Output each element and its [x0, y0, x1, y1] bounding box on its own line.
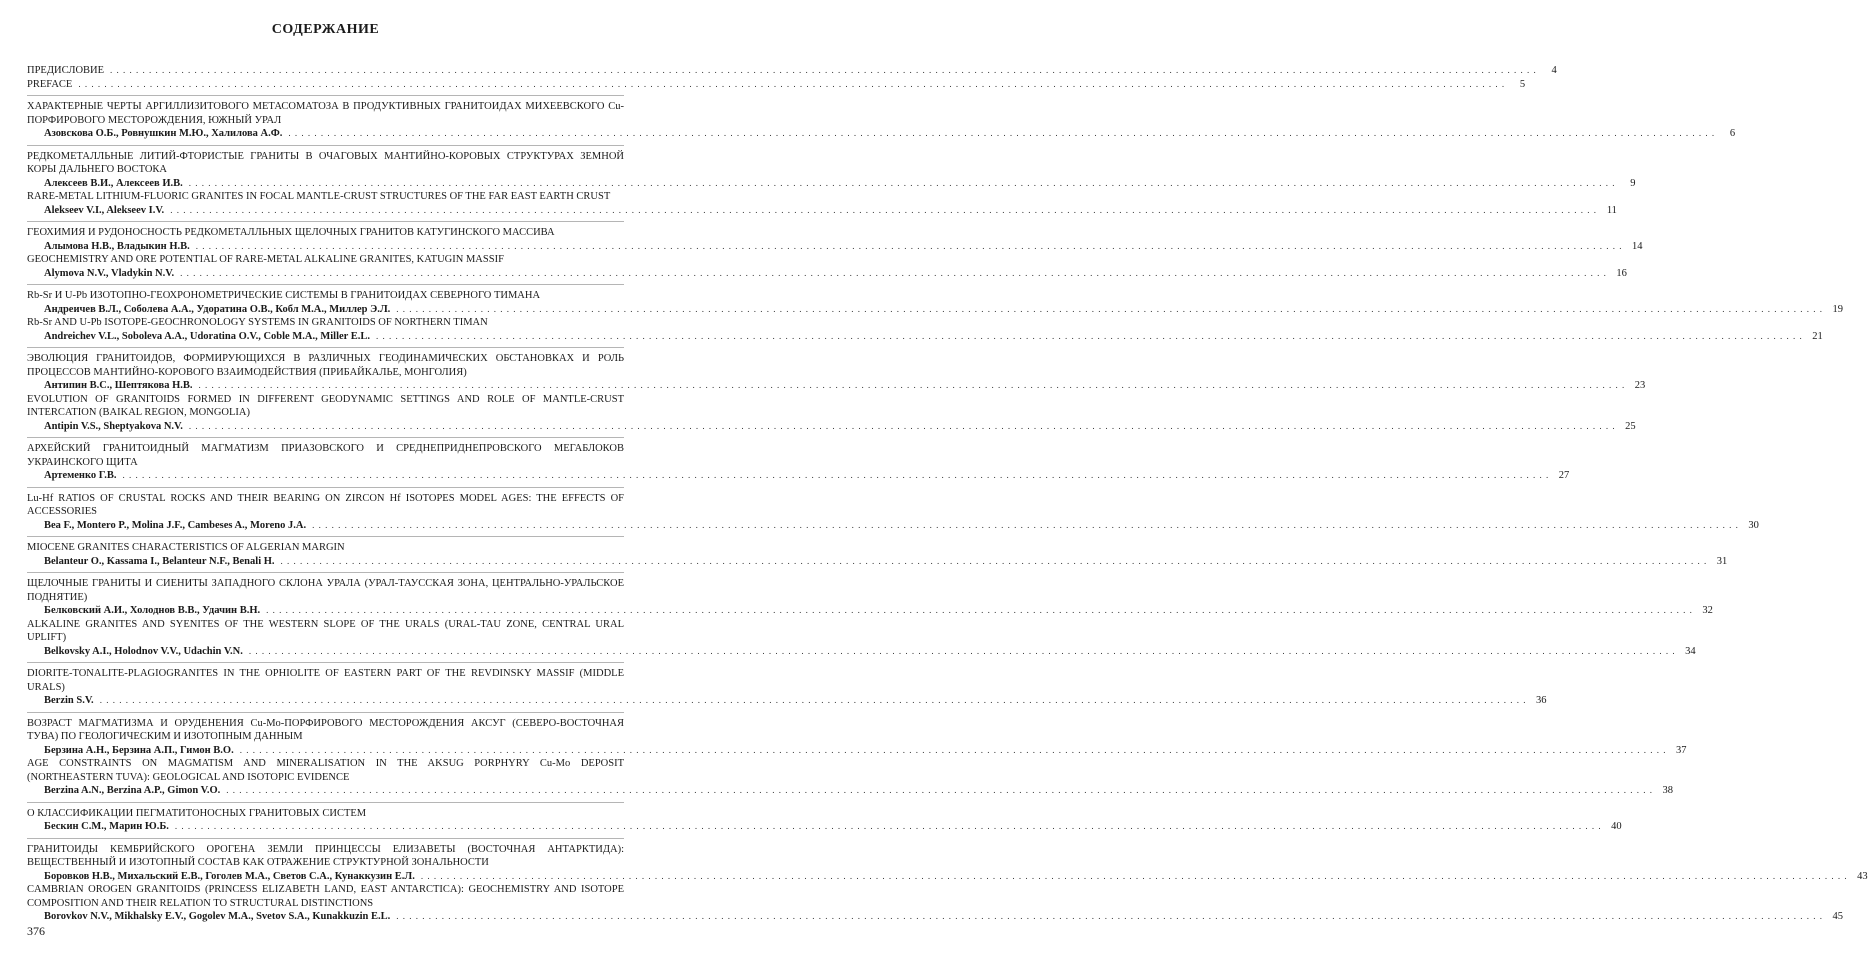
- entry-title: RARE-METAL LITHIUM-FLUORIC GRANITES IN FOCAL MANTLE-CRUST STRUCTURES OF THE FAR EAST EARTH CRUST: [27, 191, 611, 202]
- toc-entry[interactable]: [27, 393, 1636, 434]
- entry-title: ГРАНИТОИДЫ КЕМБРИЙСКОГО ОРОГЕНА ЗЕМЛИ ПРИНЦЕССЫ ЕЛИЗАВЕТЫ (ВОСТОЧНАЯ АНТАРКТИДА): ВЕЩЕСТВЕННЫЙ И ИЗОТОПНЫЙ СОСТАВ КАК ОТРАЖЕНИЕ СТРУКТУРНОЙ ЗОНАЛЬНОСТИ: [27, 843, 624, 868]
- entry-title: ВОЗРАСТ МАГМАТИЗМА И ОРУДЕНЕНИЯ Cu-Mo-ПОРФИРОВОГО МЕСТОРОЖДЕНИЯ АКСУГ (СЕВЕРО-ВОСТОЧНАЯ ТУВА) ПО ГЕОЛОГИЧЕСКИМ И ИЗОТОПНЫМ ДАННЫМ: [27, 717, 624, 742]
- entry-authors: Антипин В.С., Шептякова Н.В.: [44, 380, 193, 391]
- entry-leader-row: [27, 204, 1617, 218]
- entry-leader-row: [27, 303, 1844, 317]
- toc-section: [27, 145, 1636, 218]
- entry-authors: Bea F., Montero P., Molina J.F., Cambeses A., Moreno J.A.: [44, 519, 307, 531]
- toc-section: [27, 802, 1622, 834]
- entry-title: DIORITE-TONALITE-PLAGIOGRANITES IN THE OPHIOLITE OF EASTERN PART OF THE REVDINSKY MASSIF (MIDDLE URALS): [27, 668, 624, 693]
- toc-entry[interactable]: [27, 883, 1844, 924]
- entry-page-number: 43: [1857, 870, 1868, 882]
- dot-leader: . . . . . . . . . . . . . . . . . . . . . . . . . . . . . . . . . . . . . . . . . . . . . . . . . . . . . . . . . . . . . . . . . . . . . . . . . . . . . . . . . . . . . . . . . . . . . . . . . . . . . . . . . . . . . . . . . . . . . . . . . . . . . . . . . . . . . . . . . . . . . . . . . . . . . . . . . . . . . . . . . . . . . . . . . . . . . . . . . . . . . . . . . . . . . . . . . . . . . . . . . . . . . . . . . . . . . . . . . . . .: [174, 821, 1602, 831]
- toc-entry[interactable]: [27, 100, 1736, 141]
- entry-authors: Азовскова О.Б., Ровнушкин М.Ю., Халилова А.Ф.: [44, 128, 283, 139]
- toc-entry[interactable]: [27, 577, 1713, 618]
- entry-authors: Alymova N.V., Vladykin N.V.: [44, 267, 175, 279]
- entry-title: GEOCHEMISTRY AND ORE POTENTIAL OF RARE-METAL ALKALINE GRANITES, KATUGIN MASSIF: [27, 254, 504, 265]
- entry-page-number: 14: [1632, 240, 1643, 252]
- entry-title: ГЕОХИМИЯ И РУДОНОСНОСТЬ РЕДКОМЕТАЛЛЬНЫХ ЩЕЛОЧНЫХ ГРАНИТОВ КАТУГИНСКОГО МАССИВА: [27, 227, 555, 238]
- entry-authors: Белковский А.И., Холоднов В.В., Удачин В.Н.: [44, 605, 261, 616]
- dot-leader: . . . . . . . . . . . . . . . . . . . . . . . . . . . . . . . . . . . . . . . . . . . . . . . . . . . . . . . . . . . . . . . . . . . . . . . . . . . . . . . . . . . . . . . . . . . . . . . . . . . . . . . . . . . . . . . . . . . . . . . . . . . . . . . . . . . . . . . . . . . . . . . . . . . . . . . . . . . . . . . . . . . . . . . . . . . . . . . . . . . . . . . . . . . . . . . . . . . . . . . . . . . . . . . . . . . . . . . . . . . .: [180, 267, 1607, 278]
- dot-leader: . . . . . . . . . . . . . . . . . . . . . . . . . . . . . . . . . . . . . . . . . . . . . . . . . . . . . . . . . . . . . . . . . . . . . . . . . . . . . . . . . . . . . . . . . . . . . . . . . . . . . . . . . . . . . . . . . . . . . . . . . . . . . . . . . . . . . . . . . . . . . . . . . . . . . . . . . . . . . . . . . . . . . . . . . . . . . . . . . . . . . . . . . . . . . . . . . . . . . . . . . . . . . . . . . . . . . . . . . . . .: [99, 695, 1527, 705]
- entry-leader-row: [27, 555, 1728, 569]
- entry-leader-row: [27, 870, 1868, 884]
- toc-entry[interactable]: [27, 717, 1687, 758]
- entry-title: ALKALINE GRANITES AND SYENITES OF THE WESTERN SLOPE OF THE URALS (URAL-TAU ZONE, CENTRAL URAL UPLIFT): [27, 618, 624, 643]
- entry-authors: Belanteur O., Kassama I., Belanteur N.F., Benali H.: [44, 555, 275, 567]
- entry-page-number: 37: [1675, 744, 1687, 756]
- toc-section: [27, 95, 1736, 141]
- entry-title: ПРЕДИСЛОВИЕ: [27, 65, 105, 76]
- dot-leader: . . . . . . . . . . . . . . . . . . . . . . . . . . . . . . . . . . . . . . . . . . . . . . . . . . . . . . . . . . . . . . . . . . . . . . . . . . . . . . . . . . . . . . . . . . . . . . . . . . . . . . . . . . . . . . . . . . . . . . . . . . . . . . . . . . . . . . . . . . . . . . . . . . . . . . . . . . . . . . . . . . . . . . . . . . . . . . . . . . . . . . . . . . . . . . . . . . . . . . . . . . . . . . . . . . . . . . . . . . . .: [280, 555, 1708, 566]
- entry-authors: Алымова Н.В., Владыкин Н.В.: [44, 240, 190, 252]
- entry-title: АРХЕЙСКИЙ ГРАНИТОИДНЫЙ МАГМАТИЗМ ПРИАЗОВСКОГО И СРЕДНЕПРИДНЕПРОВСКОГО МЕГАБЛОКОВ УКРАИНСКОГО ЩИТА: [27, 443, 624, 468]
- page-number: 376: [27, 924, 45, 938]
- entry-page-number: 40: [1611, 821, 1622, 832]
- dot-leader: . . . . . . . . . . . . . . . . . . . . . . . . . . . . . . . . . . . . . . . . . . . . . . . . . . . . . . . . . . . . . . . . . . . . . . . . . . . . . . . . . . . . . . . . . . . . . . . . . . . . . . . . . . . . . . . . . . . . . . . . . . . . . . . . . . . . . . . . . . . . . . . . . . . . . . . . . . . . . . . . . . . . . . . . . . . . . . . . . . . . . . . . . . . . . . . . . . . . . . . . . . . . . . . . . . . . . . . . . . . .: [396, 303, 1824, 314]
- entry-authors: Berzin S.V.: [44, 695, 94, 706]
- dot-leader: . . . . . . . . . . . . . . . . . . . . . . . . . . . . . . . . . . . . . . . . . . . . . . . . . . . . . . . . . . . . . . . . . . . . . . . . . . . . . . . . . . . . . . . . . . . . . . . . . . . . . . . . . . . . . . . . . . . . . . . . . . . . . . . . . . . . . . . . . . . . . . . . . . . . . . . . . . . . . . . . . . . . . . . . . . . . . . . . . . . . . . . . . . . . . . . . . . . . . . . . . . . . . . . . . . . . . . . . . . . .: [420, 870, 1848, 881]
- entry-title: ЩЕЛОЧНЫЕ ГРАНИТЫ И СИЕНИТЫ ЗАПАДНОГО СКЛОНА УРАЛА (УРАЛ-ТАУССКАЯ ЗОНА, ЦЕНТРАЛЬНО-УРАЛЬСКОЕ ПОДНЯТИЕ): [27, 578, 624, 603]
- entry-leader-row: [27, 694, 1547, 708]
- entry-page-number: 16: [1616, 267, 1627, 279]
- entry-authors: Алексеев В.И., Алексеев И.В.: [44, 177, 183, 189]
- entry-authors: Andreichev V.L., Soboleva A.A., Udoratina O.V., Coble M.A., Miller E.L.: [44, 330, 371, 342]
- toc-entry[interactable]: [27, 316, 1823, 343]
- entry-authors: Berzina A.N., Berzina A.P., Gimon V.O.: [44, 785, 221, 796]
- toc-entry[interactable]: [27, 807, 1622, 834]
- entry-authors: Бескин С.М., Марин Ю.Б.: [44, 821, 169, 832]
- table-of-contents: [27, 64, 1868, 924]
- entry-leader-row: [27, 784, 1674, 798]
- toc-entry[interactable]: [27, 541, 1728, 568]
- entry-authors: Antipin V.S., Sheptyakova N.V.: [44, 420, 183, 432]
- entry-leader-row: [27, 78, 1526, 92]
- entry-page-number: 21: [1812, 330, 1823, 342]
- entry-authors: Андреичев В.Л., Соболева А.А., Удоратина О.В., Кобл М.А., Миллер Э.Л.: [44, 303, 391, 315]
- dot-leader: . . . . . . . . . . . . . . . . . . . . . . . . . . . . . . . . . . . . . . . . . . . . . . . . . . . . . . . . . . . . . . . . . . . . . . . . . . . . . . . . . . . . . . . . . . . . . . . . . . . . . . . . . . . . . . . . . . . . . . . . . . . . . . . . . . . . . . . . . . . . . . . . . . . . . . . . . . . . . . . . . . . . . . . . . . . . . . . . . . . . . . . . . . . . . . . . . . . . . . . . . . . . . . . . . . . . . . . . . . . .: [78, 78, 1506, 89]
- toc-entry[interactable]: [27, 352, 1646, 393]
- entry-authors: Borovkov N.V., Mikhalsky E.V., Gogolev M.A., Svetov S.A., Kunakkuzin E.L.: [44, 911, 391, 922]
- entry-title: AGE CONSTRAINTS ON MAGMATISM AND MINERALISATION IN THE AKSUG PORPHYRY Cu-Mo DEPOSIT (NORTHEASTERN TUVA): GEOLOGICAL AND ISOTOPIC EVIDENCE: [27, 758, 624, 783]
- entry-page-number: 19: [1832, 303, 1844, 315]
- dot-leader: . . . . . . . . . . . . . . . . . . . . . . . . . . . . . . . . . . . . . . . . . . . . . . . . . . . . . . . . . . . . . . . . . . . . . . . . . . . . . . . . . . . . . . . . . . . . . . . . . . . . . . . . . . . . . . . . . . . . . . . . . . . . . . . . . . . . . . . . . . . . . . . . . . . . . . . . . . . . . . . . . . . . . . . . . . . . . . . . . . . . . . . . . . . . . . . . . . . . . . . . . . . . . . . . . . . . . . . . . . . .: [170, 204, 1597, 215]
- entry-page-number: 5: [1519, 78, 1526, 90]
- entry-authors: Belkovsky A.I., Holodnov V.V., Udachin V.N.: [44, 645, 243, 657]
- entry-title: Lu-Hf RATIOS OF CRUSTAL ROCKS AND THEIR BEARING ON ZIRCON Hf ISOTOPES MODEL AGES: THE EFFECTS OF ACCESSORIES: [27, 492, 624, 517]
- entry-page-number: 36: [1535, 695, 1547, 706]
- dot-leader: . . . . . . . . . . . . . . . . . . . . . . . . . . . . . . . . . . . . . . . . . . . . . . . . . . . . . . . . . . . . . . . . . . . . . . . . . . . . . . . . . . . . . . . . . . . . . . . . . . . . . . . . . . . . . . . . . . . . . . . . . . . . . . . . . . . . . . . . . . . . . . . . . . . . . . . . . . . . . . . . . . . . . . . . . . . . . . . . . . . . . . . . . . . . . . . . . . . . . . . . . . . . . . . . . . . . . . . . . . . .: [188, 177, 1616, 188]
- toc-entry[interactable]: [27, 442, 1570, 483]
- entry-page-number: 27: [1558, 470, 1570, 481]
- toc-section: [27, 437, 1570, 483]
- dot-leader: . . . . . . . . . . . . . . . . . . . . . . . . . . . . . . . . . . . . . . . . . . . . . . . . . . . . . . . . . . . . . . . . . . . . . . . . . . . . . . . . . . . . . . . . . . . . . . . . . . . . . . . . . . . . . . . . . . . . . . . . . . . . . . . . . . . . . . . . . . . . . . . . . . . . . . . . . . . . . . . . . . . . . . . . . . . . . . . . . . . . . . . . . . . . . . . . . . . . . . . . . . . . . . . . . . . . . . . . . . . .: [188, 420, 1616, 431]
- entry-leader-row: [27, 240, 1643, 254]
- entry-page-number: 11: [1606, 204, 1617, 216]
- toc-section: [27, 347, 1646, 433]
- toc-entry[interactable]: [27, 757, 1674, 798]
- toc-entry[interactable]: [27, 618, 1696, 659]
- entry-leader-row: [27, 820, 1622, 834]
- entry-title: ЭВОЛЮЦИЯ ГРАНИТОИДОВ, ФОРМИРУЮЩИХСЯ В РАЗЛИЧНЫХ ГЕОДИНАМИЧЕСКИХ ОБСТАНОВКАХ И РОЛЬ ПРОЦЕССОВ МАНТИЙНО-КОРОВОГО ВЗАИМОДЕЙСТВИЯ (ПРИБАЙКАЛЬЕ, МОНГОЛИЯ): [27, 353, 624, 378]
- dot-leader: . . . . . . . . . . . . . . . . . . . . . . . . . . . . . . . . . . . . . . . . . . . . . . . . . . . . . . . . . . . . . . . . . . . . . . . . . . . . . . . . . . . . . . . . . . . . . . . . . . . . . . . . . . . . . . . . . . . . . . . . . . . . . . . . . . . . . . . . . . . . . . . . . . . . . . . . . . . . . . . . . . . . . . . . . . . . . . . . . . . . . . . . . . . . . . . . . . . . . . . . . . . . . . . . . . . . . . . . . . . .: [198, 380, 1626, 390]
- entry-page-number: 25: [1625, 420, 1636, 432]
- toc-entry[interactable]: [27, 64, 1557, 78]
- toc-entry[interactable]: [27, 190, 1617, 217]
- page-title: СОДЕРЖАНИЕ: [271, 22, 380, 37]
- entry-page-number: 9: [1630, 177, 1636, 189]
- toc-section: [27, 838, 1868, 924]
- toc-section: [27, 64, 1557, 91]
- entry-leader-row: [27, 519, 1759, 533]
- entry-leader-row: [27, 420, 1636, 434]
- entry-authors: Артеменко Г.В.: [44, 470, 117, 481]
- entry-authors: Alekseev V.I., Alekseev I.V.: [44, 204, 165, 216]
- toc-section: [27, 572, 1713, 658]
- entry-page-number: 30: [1748, 519, 1759, 531]
- entry-authors: Берзина А.Н., Берзина А.П., Гимон В.О.: [44, 744, 234, 756]
- entry-page-number: 23: [1634, 380, 1646, 391]
- entry-page-number: 38: [1662, 785, 1674, 796]
- toc-entry[interactable]: [27, 843, 1868, 884]
- entry-leader-row: [27, 744, 1687, 758]
- entry-authors: Боровков Н.В., Михальский Е.В., Гоголев М.А., Светов С.А., Кунаккузин Е.Л.: [44, 870, 415, 882]
- entry-title: Rb-Sr AND U-Pb ISOTOPE-GEOCHRONOLOGY SYSTEMS IN GRANITOIDS OF NORTHERN TIMAN: [27, 317, 488, 328]
- dot-leader: . . . . . . . . . . . . . . . . . . . . . . . . . . . . . . . . . . . . . . . . . . . . . . . . . . . . . . . . . . . . . . . . . . . . . . . . . . . . . . . . . . . . . . . . . . . . . . . . . . . . . . . . . . . . . . . . . . . . . . . . . . . . . . . . . . . . . . . . . . . . . . . . . . . . . . . . . . . . . . . . . . . . . . . . . . . . . . . . . . . . . . . . . . . . . . . . . . . . . . . . . . . . . . . . . . . . . . . . . . . .: [288, 128, 1716, 138]
- toc-section: [27, 662, 1547, 708]
- toc-entry[interactable]: [27, 667, 1547, 708]
- entry-leader-row: [27, 177, 1636, 191]
- entry-title: MIOCENE GRANITES CHARACTERISTICS OF ALGERIAN MARGIN: [27, 542, 345, 553]
- entry-page-number: 31: [1716, 555, 1728, 567]
- entry-leader-row: [27, 604, 1713, 618]
- entry-leader-row: [27, 645, 1696, 659]
- entry-title: ХАРАКТЕРНЫЕ ЧЕРТЫ АРГИЛЛИЗИТОВОГО МЕТАСОМАТОЗА В ПРОДУКТИВНЫХ ГРАНИТОИДАХ МИХЕЕВСКОГО Cu-ПОРФИРОВОГО МЕСТОРОЖДЕНИЯ, ЮЖНЫЙ УРАЛ: [27, 101, 624, 126]
- entry-page-number: 32: [1702, 605, 1713, 616]
- toc-entry[interactable]: [27, 150, 1636, 191]
- entry-leader-row: [27, 330, 1823, 344]
- toc-entry[interactable]: [27, 253, 1627, 280]
- dot-leader: . . . . . . . . . . . . . . . . . . . . . . . . . . . . . . . . . . . . . . . . . . . . . . . . . . . . . . . . . . . . . . . . . . . . . . . . . . . . . . . . . . . . . . . . . . . . . . . . . . . . . . . . . . . . . . . . . . . . . . . . . . . . . . . . . . . . . . . . . . . . . . . . . . . . . . . . . . . . . . . . . . . . . . . . . . . . . . . . . . . . . . . . . . . . . . . . . . . . . . . . . . . . . . . . . . . . . . . . . . . .: [226, 785, 1654, 795]
- entry-page-number: 6: [1729, 128, 1736, 139]
- entry-page-number: 34: [1685, 645, 1696, 657]
- toc-section: [27, 487, 1759, 533]
- toc-section: [27, 221, 1643, 280]
- entry-leader-row: [27, 64, 1557, 78]
- toc-entry[interactable]: [27, 226, 1643, 253]
- entry-leader-row: [27, 127, 1736, 141]
- entry-title: PREFACE: [27, 78, 73, 90]
- dot-leader: . . . . . . . . . . . . . . . . . . . . . . . . . . . . . . . . . . . . . . . . . . . . . . . . . . . . . . . . . . . . . . . . . . . . . . . . . . . . . . . . . . . . . . . . . . . . . . . . . . . . . . . . . . . . . . . . . . . . . . . . . . . . . . . . . . . . . . . . . . . . . . . . . . . . . . . . . . . . . . . . . . . . . . . . . . . . . . . . . . . . . . . . . . . . . . . . . . . . . . . . . . . . . . . . . . . . . . . . . . . .: [376, 330, 1803, 341]
- dot-leader: . . . . . . . . . . . . . . . . . . . . . . . . . . . . . . . . . . . . . . . . . . . . . . . . . . . . . . . . . . . . . . . . . . . . . . . . . . . . . . . . . . . . . . . . . . . . . . . . . . . . . . . . . . . . . . . . . . . . . . . . . . . . . . . . . . . . . . . . . . . . . . . . . . . . . . . . . . . . . . . . . . . . . . . . . . . . . . . . . . . . . . . . . . . . . . . . . . . . . . . . . . . . . . . . . . . . . . . . . . . .: [239, 744, 1667, 755]
- entry-leader-row: [27, 910, 1844, 924]
- dot-leader: . . . . . . . . . . . . . . . . . . . . . . . . . . . . . . . . . . . . . . . . . . . . . . . . . . . . . . . . . . . . . . . . . . . . . . . . . . . . . . . . . . . . . . . . . . . . . . . . . . . . . . . . . . . . . . . . . . . . . . . . . . . . . . . . . . . . . . . . . . . . . . . . . . . . . . . . . . . . . . . . . . . . . . . . . . . . . . . . . . . . . . . . . . . . . . . . . . . . . . . . . . . . . . . . . . . . . . . . . . . .: [312, 519, 1739, 530]
- toc-entry[interactable]: [27, 289, 1844, 316]
- dot-leader: . . . . . . . . . . . . . . . . . . . . . . . . . . . . . . . . . . . . . . . . . . . . . . . . . . . . . . . . . . . . . . . . . . . . . . . . . . . . . . . . . . . . . . . . . . . . . . . . . . . . . . . . . . . . . . . . . . . . . . . . . . . . . . . . . . . . . . . . . . . . . . . . . . . . . . . . . . . . . . . . . . . . . . . . . . . . . . . . . . . . . . . . . . . . . . . . . . . . . . . . . . . . . . . . . . . . . . . . . . . .: [266, 605, 1693, 615]
- dot-leader: . . . . . . . . . . . . . . . . . . . . . . . . . . . . . . . . . . . . . . . . . . . . . . . . . . . . . . . . . . . . . . . . . . . . . . . . . . . . . . . . . . . . . . . . . . . . . . . . . . . . . . . . . . . . . . . . . . . . . . . . . . . . . . . . . . . . . . . . . . . . . . . . . . . . . . . . . . . . . . . . . . . . . . . . . . . . . . . . . . . . . . . . . . . . . . . . . . . . . . . . . . . . . . . . . . . . . . . . . . . .: [195, 240, 1623, 251]
- entry-title: РЕДКОМЕТАЛЛЬНЫЕ ЛИТИЙ-ФТОРИСТЫЕ ГРАНИТЫ В ОЧАГОВЫХ МАНТИЙНО-КОРОВЫХ СТРУКТУРАХ ЗЕМНОЙ КОРЫ ДАЛЬНЕГО ВОСТОКА: [27, 150, 624, 175]
- entry-title: О КЛАССИФИКАЦИИ ПЕГМАТИТОНОСНЫХ ГРАНИТОВЫХ СИСТЕМ: [27, 807, 367, 819]
- dot-leader: . . . . . . . . . . . . . . . . . . . . . . . . . . . . . . . . . . . . . . . . . . . . . . . . . . . . . . . . . . . . . . . . . . . . . . . . . . . . . . . . . . . . . . . . . . . . . . . . . . . . . . . . . . . . . . . . . . . . . . . . . . . . . . . . . . . . . . . . . . . . . . . . . . . . . . . . . . . . . . . . . . . . . . . . . . . . . . . . . . . . . . . . . . . . . . . . . . . . . . . . . . . . . . . . . . . . . . . . . . . .: [396, 911, 1824, 921]
- entry-page-number: 45: [1832, 911, 1844, 922]
- entry-title: EVOLUTION OF GRANITOIDS FORMED IN DIFFERENT GEODYNAMIC SETTINGS AND ROLE OF MANTLE-CRUST INTERCATION (BAIKAL REGION, MONGOLIA): [27, 393, 624, 418]
- entry-leader-row: [27, 469, 1570, 483]
- toc-section: [27, 536, 1728, 568]
- dot-leader: . . . . . . . . . . . . . . . . . . . . . . . . . . . . . . . . . . . . . . . . . . . . . . . . . . . . . . . . . . . . . . . . . . . . . . . . . . . . . . . . . . . . . . . . . . . . . . . . . . . . . . . . . . . . . . . . . . . . . . . . . . . . . . . . . . . . . . . . . . . . . . . . . . . . . . . . . . . . . . . . . . . . . . . . . . . . . . . . . . . . . . . . . . . . . . . . . . . . . . . . . . . . . . . . . . . . . . . . . . . .: [248, 645, 1676, 656]
- entry-leader-row: [27, 267, 1627, 281]
- dot-leader: . . . . . . . . . . . . . . . . . . . . . . . . . . . . . . . . . . . . . . . . . . . . . . . . . . . . . . . . . . . . . . . . . . . . . . . . . . . . . . . . . . . . . . . . . . . . . . . . . . . . . . . . . . . . . . . . . . . . . . . . . . . . . . . . . . . . . . . . . . . . . . . . . . . . . . . . . . . . . . . . . . . . . . . . . . . . . . . . . . . . . . . . . . . . . . . . . . . . . . . . . . . . . . . . . . . . . . . . . . . .: [110, 65, 1537, 75]
- entry-leader-row: [27, 379, 1646, 393]
- toc-section: [27, 712, 1687, 798]
- toc-entry[interactable]: [27, 492, 1759, 533]
- entry-title: Rb-Sr И U-Pb ИЗОТОПНО-ГЕОХРОНОМЕТРИЧЕСКИЕ СИСТЕМЫ В ГРАНИТОИДАХ СЕВЕРНОГО ТИМАНА: [27, 290, 541, 301]
- toc-section: [27, 284, 1844, 343]
- dot-leader: . . . . . . . . . . . . . . . . . . . . . . . . . . . . . . . . . . . . . . . . . . . . . . . . . . . . . . . . . . . . . . . . . . . . . . . . . . . . . . . . . . . . . . . . . . . . . . . . . . . . . . . . . . . . . . . . . . . . . . . . . . . . . . . . . . . . . . . . . . . . . . . . . . . . . . . . . . . . . . . . . . . . . . . . . . . . . . . . . . . . . . . . . . . . . . . . . . . . . . . . . . . . . . . . . . . . . . . . . . . .: [122, 470, 1550, 480]
- toc-entry[interactable]: [27, 78, 1526, 92]
- entry-page-number: 4: [1551, 65, 1557, 76]
- entry-title: CAMBRIAN OROGEN GRANITOIDS (PRINCESS ELIZABETH LAND, EAST ANTARCTICA): GEOCHEMISTRY AND ISOTOPE COMPOSITION AND THEIR RELATION TO STRUCTURAL DISTINCTIONS: [27, 884, 624, 909]
